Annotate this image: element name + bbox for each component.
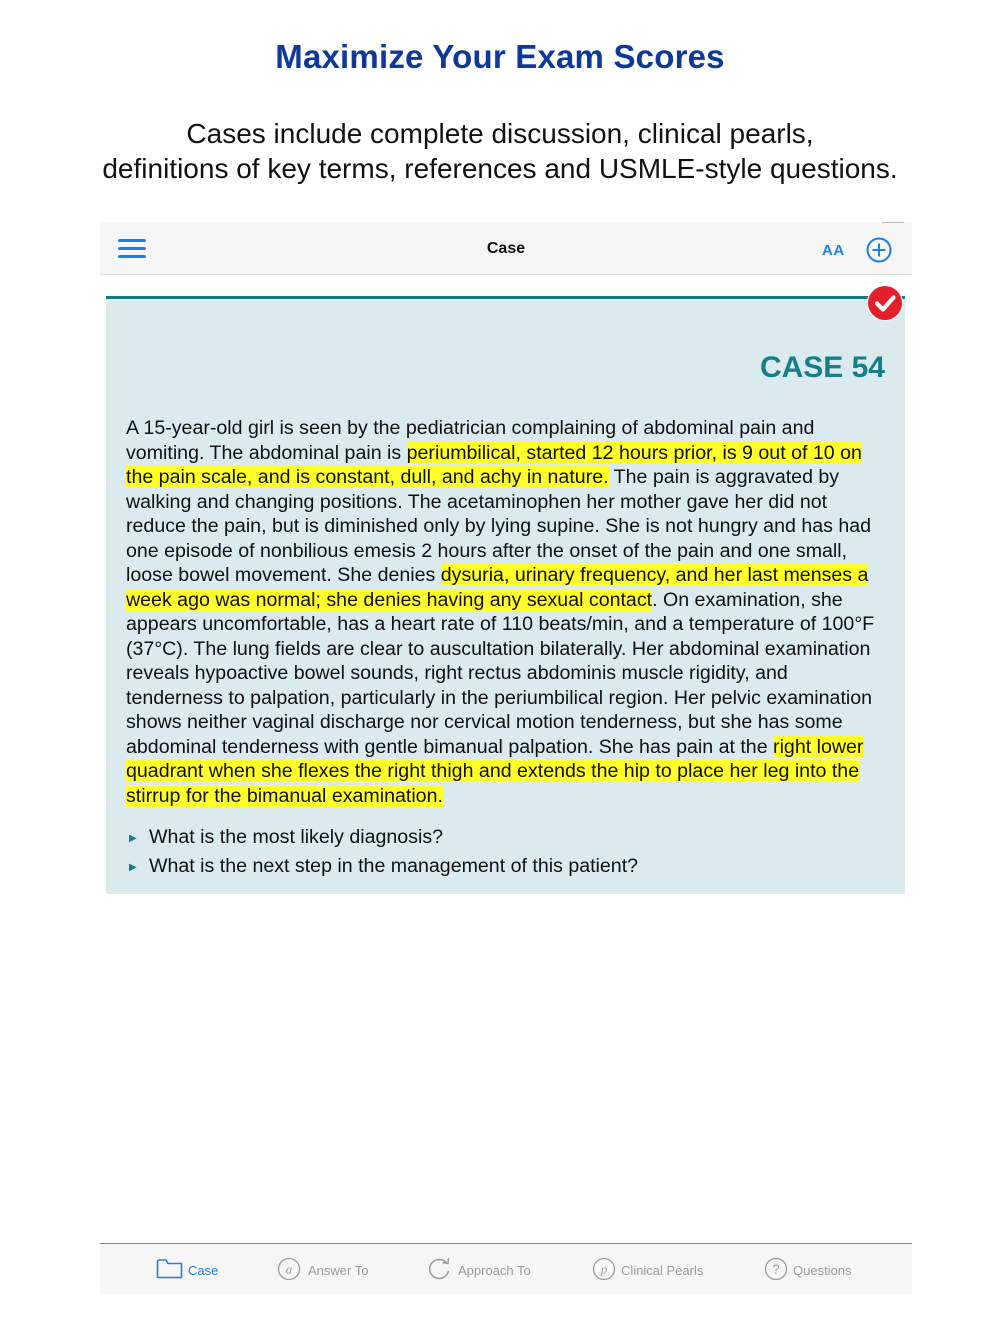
svg-text:a: a — [285, 1261, 293, 1277]
tab-label: Questions — [793, 1263, 852, 1278]
tab-label: Answer To — [308, 1263, 369, 1278]
case-number-heading: CASE 54 — [759, 351, 885, 384]
highlighted-text: periumbilical, started 12 hours prior, is 9 out of 10 on the pain scale, and is constant, dull, and achy in nature. — [126, 441, 862, 488]
triangle-bullet-icon: ▶ — [129, 861, 137, 873]
font-size-button[interactable]: AA — [822, 242, 845, 259]
highlighted-text: right lower quadrant when she flexes the right thigh and extends the hip to place her leg into the stirrup for the bimanual examination. — [126, 735, 864, 807]
tab-approach-to[interactable] — [427, 1244, 547, 1294]
case-text-segment: A 15-year-old girl is seen by the pediatrician complaining of abdominal pain and vomiting. The abdominal pain is — [126, 417, 815, 464]
at-sign-icon — [277, 1257, 301, 1286]
triangle-bullet-icon: ▶ — [129, 833, 137, 844]
tab-clinical-pearls[interactable] — [592, 1244, 722, 1294]
promo-subtitle-line-2: definitions of key terms, references and USMLE-style questions. — [102, 153, 898, 184]
top-navigation-bar — [100, 222, 912, 275]
case-paragraph — [126, 416, 888, 808]
tab-case[interactable] — [156, 1244, 236, 1294]
svg-text:p: p — [600, 1261, 608, 1277]
refresh-arrow-icon — [427, 1257, 453, 1286]
case-text-segment: The pain is aggravated by walking and changing positions. The acetaminophen her mother gave her did not reduce the pain, but is diminished only by lying supine. She is not hungry and has had one episode of nonbilious emesis 2 hours after the onset of the pain and one small, loose bowel movement. She denies — [126, 466, 872, 586]
tab-label: Case — [188, 1263, 219, 1278]
svg-text:?: ? — [772, 1261, 780, 1277]
tab-answer-to[interactable] — [277, 1244, 377, 1294]
folder-icon — [156, 1257, 183, 1284]
question-circle-icon — [764, 1257, 788, 1286]
question-item[interactable] — [126, 855, 886, 884]
question-text: What is the most likely diagnosis? — [149, 826, 444, 848]
tab-label: Approach To — [458, 1263, 531, 1278]
page-title: Case — [486, 240, 526, 257]
promo-title: Maximize Your Exam Scores — [275, 38, 725, 75]
question-item[interactable] — [126, 826, 886, 855]
question-text: What is the next step in the management of this patient? — [149, 854, 639, 877]
tab-label: Clinical Pearls — [621, 1263, 704, 1278]
promo-subtitle-line-1: Cases include complete discussion, clinical pearls, — [186, 118, 814, 149]
plus-circle-icon[interactable] — [866, 237, 892, 263]
promo-subtitle — [0, 116, 1000, 186]
tab-questions[interactable] — [764, 1244, 874, 1294]
highlighted-text: dysuria, urinary frequency, and her last menses a week ago was normal; she denies having any sexual contact — [126, 564, 869, 611]
question-list — [126, 826, 886, 883]
case-panel — [106, 296, 905, 894]
p-circle-icon — [592, 1257, 616, 1286]
bottom-tab-bar — [100, 1243, 912, 1294]
case-text-segment: . On examination, she appears uncomfortable, has a heart rate of 110 beats/min, and a temperature of 100°F (37°C). The lung fields are clear to auscultation bilaterally. Her abdominal examination reveals hypoactive bowel sounds, right rectus abdominis muscle rigidity, and tenderness to palpation, particularly in the periumbilical region. Her pelvic examination shows neither vaginal discharge nor cervical motion tenderness, but she has some abdominal tenderness with gentle bimanual palpation. She has pain at the — [126, 588, 875, 758]
checkmark-badge-icon[interactable] — [868, 286, 902, 320]
status-tick-marks — [882, 222, 904, 225]
